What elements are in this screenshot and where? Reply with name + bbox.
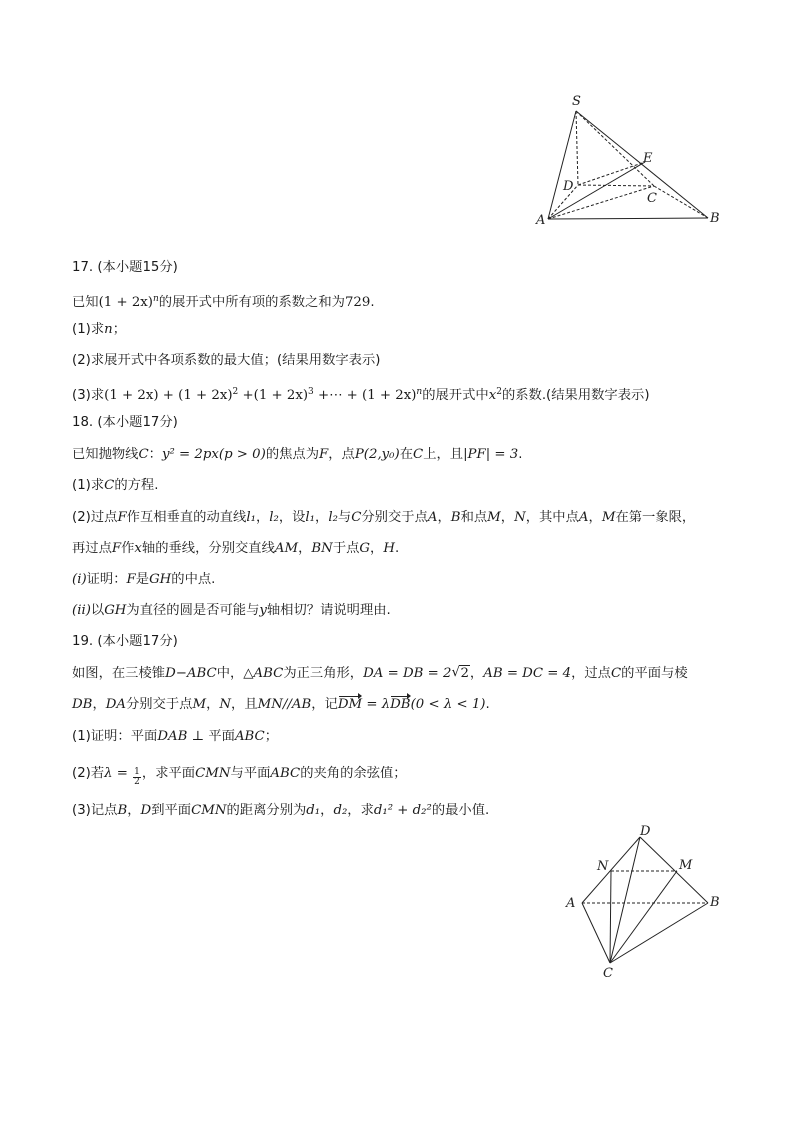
problem-19-q3: (3)记点B，D到平面CMN的距离分别为d₁，d₂，求d₁² + d₂²的最小值. bbox=[72, 803, 490, 818]
label-b: B bbox=[710, 895, 720, 910]
edge-sc bbox=[576, 111, 654, 186]
problem-17-q1: (1)求n； bbox=[72, 322, 127, 337]
sqrt-symbol: √ 2 bbox=[451, 665, 469, 681]
edge-bc bbox=[610, 903, 708, 963]
problem-18-q1: (1)求C的方程. bbox=[72, 478, 159, 493]
fraction-one-half: $\frac{1}{2}$ bbox=[134, 767, 140, 787]
label-m: M bbox=[679, 858, 693, 873]
problem-17-q2: (2)求展开式中各项系数的最大值；(结果用数字表示) bbox=[72, 353, 381, 368]
vector-dm: DM bbox=[338, 695, 362, 715]
edge-sb bbox=[576, 111, 708, 218]
problem-17-stem: 已知$(1 + 2x)^n$的展开式中所有项的系数之和为729. bbox=[72, 294, 375, 310]
figure-tetrahedron-sabc bbox=[528, 92, 728, 232]
edge-nc bbox=[610, 871, 611, 963]
edge-cb bbox=[654, 186, 708, 218]
edge-dc bbox=[610, 837, 640, 963]
edge-sd bbox=[576, 111, 578, 185]
label-c: C bbox=[647, 191, 657, 206]
label-a: A bbox=[566, 896, 576, 911]
edge-db bbox=[640, 837, 708, 903]
problem-19-stem-line1: 如图，在三棱锥D−ABC中，△ABC为正三角形，DA = DB = 2 √ 2，AB = DC = 4，过点C的平面与棱 bbox=[72, 664, 688, 684]
problem-17-heading: 17. (本小题15分) bbox=[72, 260, 178, 275]
edge-dc bbox=[578, 185, 654, 186]
label-s: S bbox=[572, 94, 581, 109]
problem-18-q2-line1: (2)过点F作互相垂直的动直线l₁，l₂，设l₁，l₂与C分别交于点A，B和点M，N，其中点A，M在第一象限， bbox=[72, 510, 696, 525]
edge-ac bbox=[582, 903, 610, 963]
label-e: E bbox=[643, 151, 653, 166]
problem-18-stem: 已知抛物线C：y² = 2px(p > 0)的焦点为F，点P(2,y₀)在C上，且|PF| = 3. bbox=[72, 447, 523, 462]
problem-19-heading: 19. (本小题17分) bbox=[72, 634, 178, 649]
edge-ab bbox=[548, 218, 708, 219]
figure-tetrahedron-dabc bbox=[558, 818, 728, 983]
problem-17-q3: (3)求$(1 + 2x) + (1 + 2x)^2 +(1 + 2x)^3$ +⋯ + $(1 + 2x)^n$的展开式中$x^2$的系数.(结果用数字表示) bbox=[72, 387, 650, 403]
label-d: D bbox=[563, 179, 574, 194]
label-n: N bbox=[597, 859, 609, 874]
problem-18-heading: 18. (本小题17分) bbox=[72, 415, 178, 430]
label-a: A bbox=[536, 213, 546, 228]
problem-18-q2-line2: 再过点F作x轴的垂线，分别交直线AM，BN于点G，H. bbox=[72, 541, 400, 556]
label-d: D bbox=[640, 824, 651, 839]
problem-18-qi: (i)证明：F是GH的中点. bbox=[72, 572, 216, 587]
vector-db: DB bbox=[390, 695, 410, 715]
problem-19-q1: (1)证明：平面DAB ⊥ 平面ABC； bbox=[72, 729, 279, 744]
problem-18-qii: (ii)以GH为直径的圆是否可能与y轴相切？请说明理由. bbox=[72, 603, 391, 618]
problem-19-stem-line2: DB，DA分别交于点M，N，且MN//AB，记DM = λDB(0 < λ < 1). bbox=[72, 695, 490, 715]
problem-19-q2: (2)若λ = $\frac{1}{2}$ ，求平面CMN与平面ABC的夹角的余弦值； bbox=[72, 766, 407, 787]
label-c: C bbox=[603, 966, 613, 981]
edge-mc bbox=[610, 871, 677, 963]
label-b: B bbox=[710, 211, 720, 226]
